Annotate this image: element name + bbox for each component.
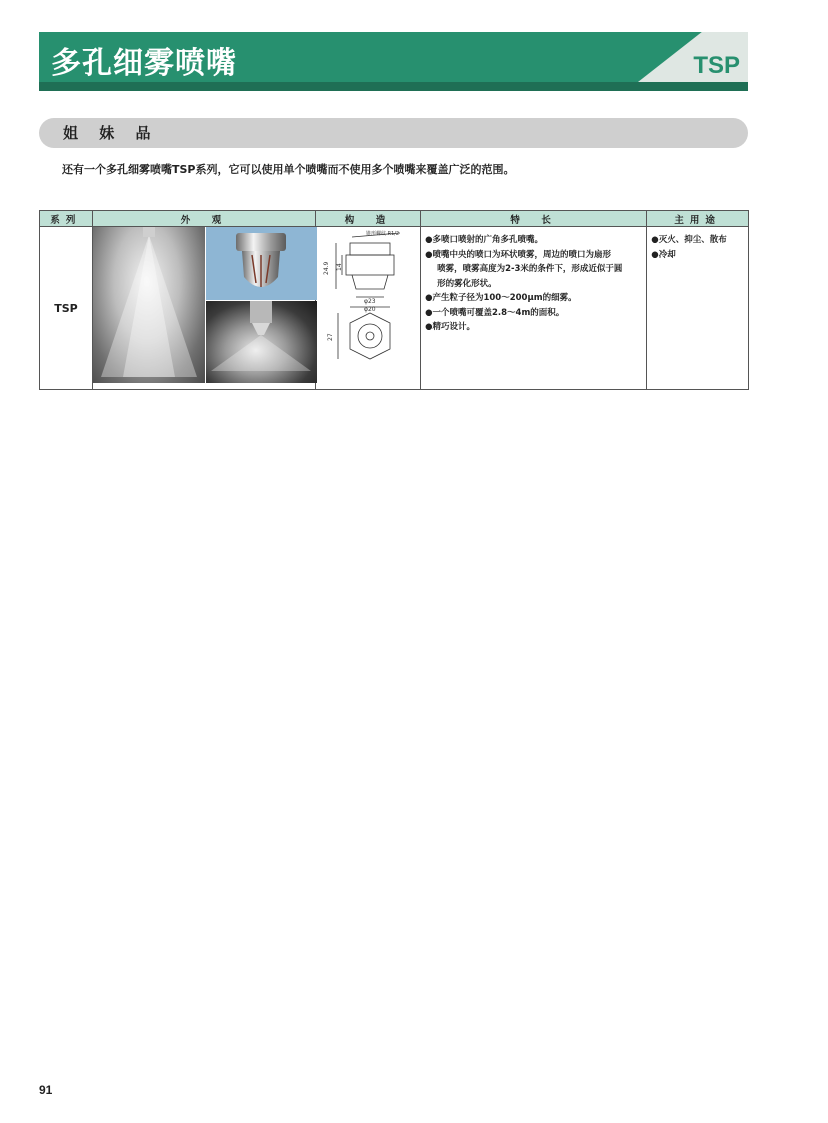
dim-height-inner: 14 bbox=[336, 263, 344, 271]
spray-closeup-photo bbox=[206, 301, 317, 383]
header-structure: 构 造 bbox=[316, 211, 421, 227]
feature-item: ●喷嘴中央的喷口为环状喷雾，周边的喷口为扇形 bbox=[425, 249, 611, 260]
section-intro: 还有一个多孔细雾喷嘴TSP系列，它可以使用单个喷嘴而不使用多个喷嘴来覆盖广泛的范围。 bbox=[62, 163, 515, 176]
dim-height-hex: 27 bbox=[327, 333, 335, 341]
table-row bbox=[40, 227, 749, 390]
feature-item: ●一个喷嘴可覆盖2.8～4m的面积。 bbox=[425, 307, 565, 318]
feature-item: ●精巧设计。 bbox=[425, 322, 475, 332]
use-item: ●灭火、抑尘、散布 bbox=[651, 235, 727, 245]
thread-label: 锥形螺纹 R1/2 bbox=[366, 231, 400, 237]
header-series: 系列 bbox=[40, 211, 93, 227]
appearance-cell bbox=[92, 227, 315, 390]
section-heading bbox=[39, 118, 748, 148]
dim-height-total: 24.9 bbox=[323, 261, 331, 275]
feature-item: ●产生粒子径为100～200μm的细雾。 bbox=[425, 293, 577, 303]
features-cell bbox=[421, 227, 647, 390]
page-title: 多孔细雾喷嘴 bbox=[51, 46, 237, 81]
page-number: 91 bbox=[39, 1083, 53, 1097]
dim-diameter-top: φ20 bbox=[364, 306, 376, 313]
use-item: ●冷却 bbox=[651, 249, 676, 260]
header-features: 特 长 bbox=[421, 211, 647, 227]
page-header bbox=[39, 32, 748, 91]
structure-cell bbox=[316, 227, 421, 390]
spray-cone-graphic bbox=[93, 227, 205, 383]
dim-diameter-bottom: φ23 bbox=[364, 298, 376, 305]
structure-drawing bbox=[316, 227, 420, 383]
nozzle-graphic bbox=[206, 227, 317, 300]
series-cell: TSP bbox=[40, 227, 93, 390]
section-title: 姐 妹 品 bbox=[63, 124, 159, 142]
spec-table bbox=[39, 210, 749, 390]
feature-item: ●多喷口喷射的广角多孔喷嘴。 bbox=[425, 235, 543, 245]
nozzle-photo bbox=[206, 227, 317, 300]
uses-cell bbox=[647, 227, 749, 390]
spray-photo bbox=[93, 227, 205, 383]
header-uses: 主用途 bbox=[647, 211, 749, 227]
product-code: TSP bbox=[693, 52, 740, 79]
closeup-graphic bbox=[206, 301, 317, 383]
header-underline bbox=[39, 82, 748, 91]
header-appearance: 外 观 bbox=[92, 211, 315, 227]
feature-item: 喷雾，喷雾高度为2-3米的条件下，形成近似于圆 bbox=[437, 264, 623, 274]
feature-item: 形的雾化形状。 bbox=[437, 278, 497, 289]
table-header-row bbox=[40, 211, 749, 227]
